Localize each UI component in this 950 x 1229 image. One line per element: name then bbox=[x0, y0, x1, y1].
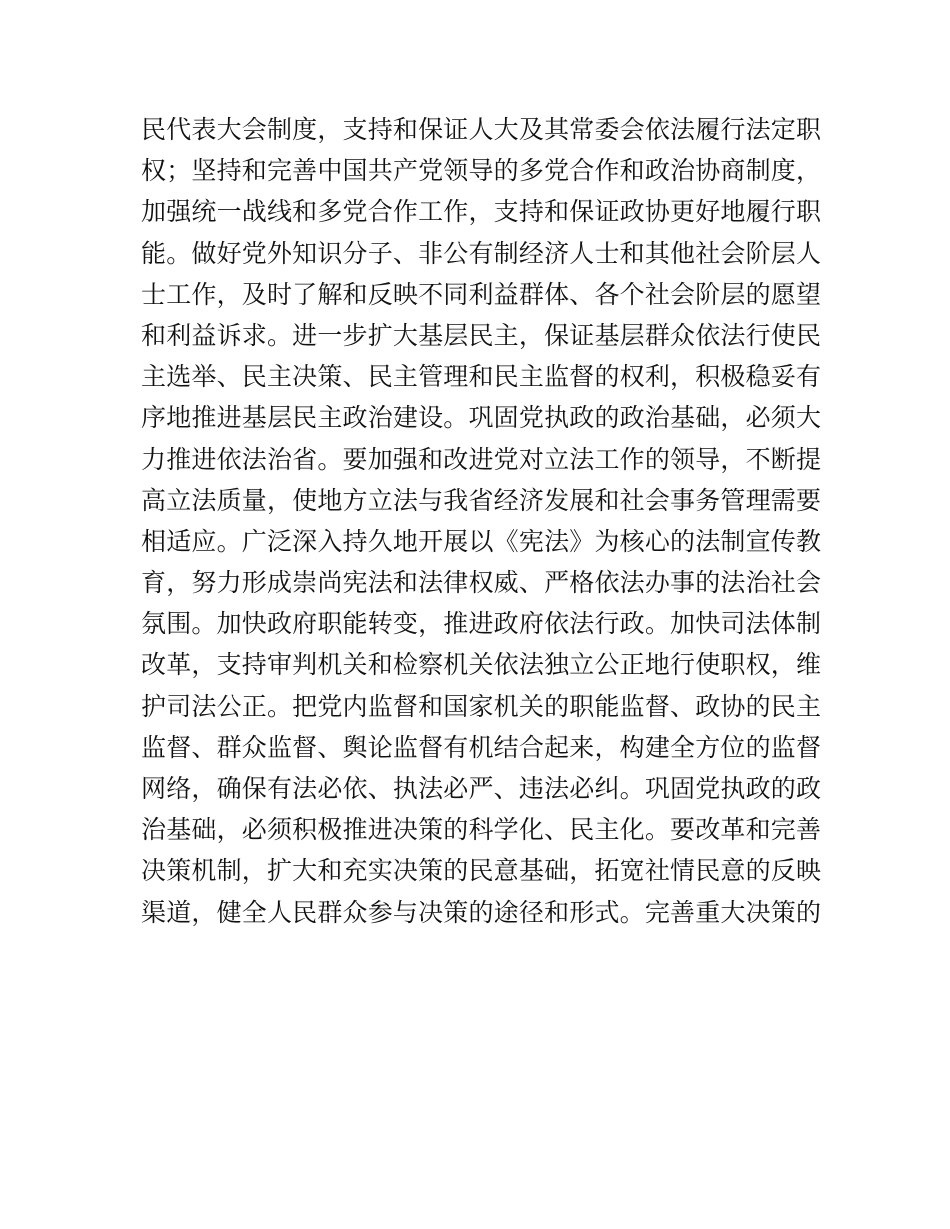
text-line: 序地推进基层民主政治建设。巩固党执政的政治基础，必须大 bbox=[141, 403, 821, 433]
text-line: 主选举、民主决策、民主管理和民主监督的权利，积极稳妥有 bbox=[141, 362, 821, 392]
body-paragraph bbox=[141, 109, 821, 933]
text-line: 治基础，必须积极推进决策的科学化、民主化。要改革和完善 bbox=[141, 815, 821, 845]
text-line: 改革，支持审判机关和检察机关依法独立公正地行使职权，维 bbox=[141, 650, 821, 680]
text-line: 加强统一战线和多党合作工作，支持和保证政协更好地履行职 bbox=[141, 197, 821, 227]
text-line: 力推进依法治省。要加强和改进党对立法工作的领导，不断提 bbox=[141, 444, 821, 474]
text-line: 护司法公正。把党内监督和国家机关的职能监督、政协的民主 bbox=[141, 691, 821, 721]
text-line: 网络，确保有法必依、执法必严、违法必纠。巩固党执政的政 bbox=[141, 774, 821, 803]
text-line: 和利益诉求。进一步扩大基层民主，保证基层群众依法行使民 bbox=[141, 320, 821, 350]
text-line: 渠道，健全人民群众参与决策的途径和形式。完善重大决策的 bbox=[141, 897, 821, 927]
text-line: 士工作，及时了解和反映不同利益群体、各个社会阶层的愿望 bbox=[141, 279, 821, 309]
text-line: 民代表大会制度，支持和保证人大及其常委会依法履行法定职 bbox=[141, 115, 821, 144]
text-line: 相适应。广泛深入持久地开展以《宪法》为核心的法制宣传教 bbox=[141, 526, 821, 556]
text-line: 高立法质量，使地方立法与我省经济发展和社会事务管理需要 bbox=[141, 485, 821, 515]
text-line: 决策机制，扩大和充实决策的民意基础，拓宽社情民意的反映 bbox=[141, 856, 821, 886]
text-line: 能。做好党外知识分子、非公有制经济人士和其他社会阶层人 bbox=[141, 238, 821, 268]
text-line: 监督、群众监督、舆论监督有机结合起来，构建全方位的监督 bbox=[141, 732, 821, 762]
text-line: 氛围。加快政府职能转变，推进政府依法行政。加快司法体制 bbox=[141, 609, 821, 639]
text-line: 权；坚持和完善中国共产党领导的多党合作和政治协商制度， bbox=[141, 156, 821, 186]
text-line: 育，努力形成崇尚宪法和法律权威、严格依法办事的法治社会 bbox=[141, 568, 821, 598]
